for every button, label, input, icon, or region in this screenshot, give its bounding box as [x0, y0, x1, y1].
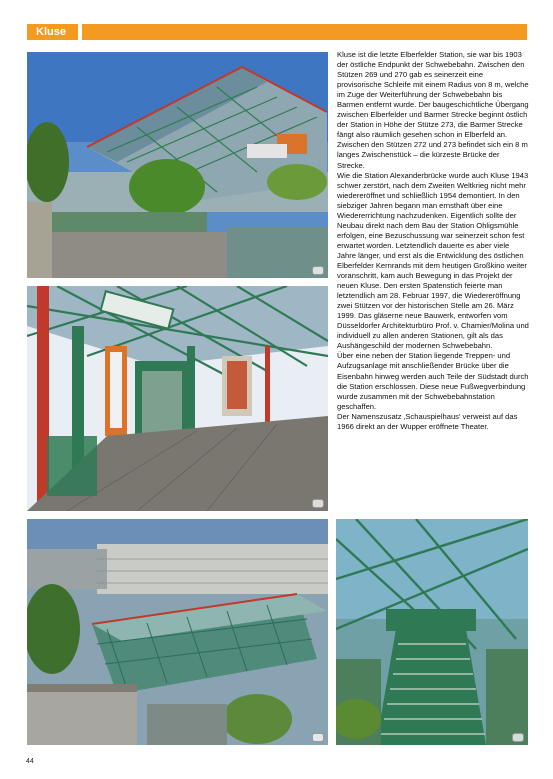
article-paragraph: Der Namenszusatz ‚Schauspielhaus' verweist auf das 1966 direkt an der Wupper eröffnete Theater. — [337, 411, 518, 431]
camera-mark-icon — [312, 266, 324, 275]
article-paragraph: Wie die Station Alexanderbrücke wurde auch Kluse 1943 schwer zerstört, nach dem Zweiten Weltkrieg nicht mehr wiedereröffnet und schließlich 1954 demontiert. In den siebziger Jahren begann man ernsthaft über eine Wiedererrichtung nachzudenken. Eigentlich sollte der Neubau direkt nach dem Bau der Station Ohligsmühle erfolgen, eine Bezuschussung war seinerzeit schon fest erwartet worden. Letztendlich dauerte es aber viele Jahre länger, und erst als die Entwicklung des östlichen Elberfelder Kernrands mit dem heutigen Großkino weiter voranschritt, kam auch Bewegung in das Projekt der neuen Kluse. Den ersten Spatenstich feierte man letztendlich am 28. Februar 1997, die Wiedereröffnung zwei Stützen vor der historischen Stelle am 26. März 1999. Das gläserne neue Bauwerk, entworfen vom Düsseldorfer Architekturbüro Prof. v. Chamier/Molina und individuell zu allen anderen Stationen, gilt als das Aushängeschild der modernen Schwebebahn. — [337, 170, 529, 351]
article-text — [337, 50, 529, 432]
section-title-tab — [27, 24, 78, 40]
photo-staircase — [336, 519, 528, 745]
section-title: Kluse — [36, 26, 66, 38]
photo-glass-roof-aerial — [27, 519, 328, 745]
article-paragraph: Kluse ist die letzte Elberfelder Station, sie war bis 1903 der östliche Endpunkt der Schwebebahn. Zwischen den Stützen 269 und 270 gab es seinerzeit eine provisorische Schleife mit einem Radius von 8 m, welche im Zuge der Weiterführung der Schwebebahn bis Barmen entfernt wurde. Der baugeschichtliche Übergang zwischen Elberfelder und Barmer Strecke beginnt östlich der Station in Höhe der Stütze 273, die Barmer Strecke fängt also räumlich gesehen schon in Elberfeld an. Zwischen den Stützen 272 und 273 befindet sich ein 8 m langes Zwischenstück – die kürzeste Brücke der Strecke. — [337, 50, 529, 170]
photo-station-platform — [27, 286, 328, 511]
photo-station-river — [27, 52, 328, 278]
section-header-bar — [82, 24, 527, 40]
page-number: 44 — [26, 758, 34, 765]
article-paragraph: Über eine neben der Station liegende Treppen- und Aufzugsanlage mit anschließender Brücke über die Eisenbahn hinweg werden auch Teile der Südstadt durch die Station erschlossen. Diese neue Fußwegverbindung wurde zusammen mit der Schwebebahnstation geschaffen. — [337, 351, 529, 411]
camera-mark-icon — [312, 733, 324, 742]
camera-mark-icon — [312, 499, 324, 508]
camera-mark-icon — [512, 733, 524, 742]
